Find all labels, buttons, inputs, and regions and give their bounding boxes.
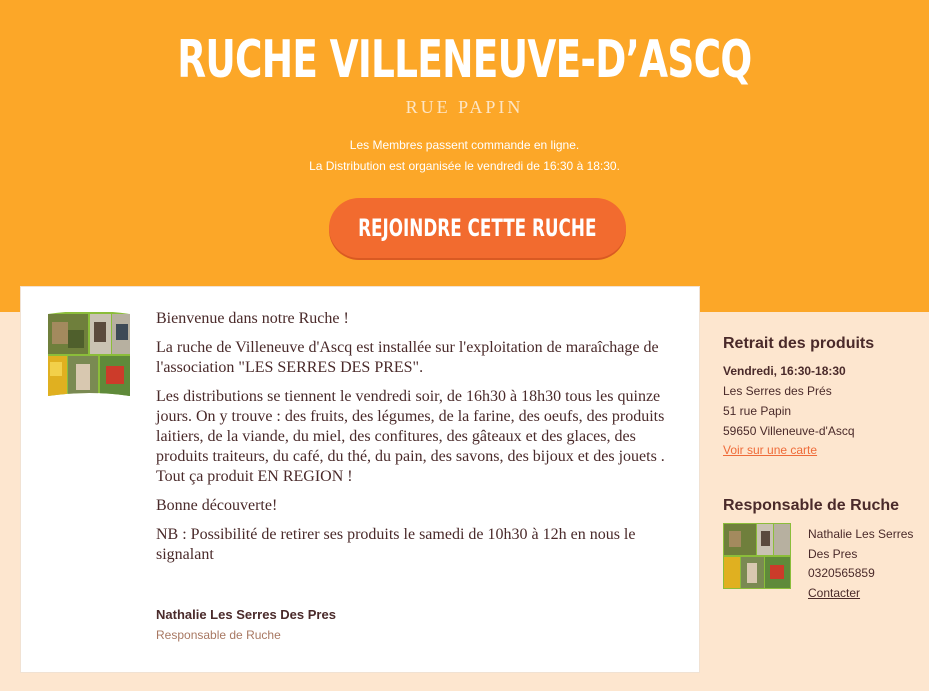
hive-title: RUCHE VILLENEUVE-D’ASCQ [177,30,752,90]
pickup-city: 59650 Villeneuve-d'Ascq [723,424,855,438]
manager-avatar [723,523,791,589]
pickup-street: 51 rue Papin [723,404,792,418]
pickup-schedule: Vendredi, 16:30-18:30 [723,364,846,378]
welcome-paragraph: Bonne découverte! [156,497,278,514]
hero-banner [0,0,929,312]
manager-heading: Responsable de Ruche [723,497,900,514]
order-info-text: Les Membres passent commande en ligne. [349,138,580,152]
author-name: Nathalie Les Serres Des Pres [156,607,336,622]
join-hive-label: REJOINDRE CETTE RUCHE [358,214,597,242]
welcome-paragraph: La ruche de Villeneuve d'Ascq est installée sur l'exploitation de maraîchage de l'association "LES SERRES DES PRES". [156,339,659,376]
farm-photo-collage-icon [44,312,134,398]
welcome-message [156,309,676,574]
manager-phone: 0320565859 [808,566,875,580]
pickup-heading: Retrait des produits [723,335,875,352]
welcome-card [20,286,700,673]
welcome-paragraph: Les distributions se tiennent le vendredi soir, de 16h30 à 18h30 tous les quinze jours. On y trouve : des fruits, des légumes, de la farine, des oeufs, des produits laitiers, de la viande, du miel, des confitures, des gâteaux et des glaces, des produits traiteurs, du café, du thé, du pain, des savons, des bijoux et des jouets . Tout ça produit EN REGION ! [156,388,665,485]
contact-link[interactable]: Contacter [808,586,861,600]
author-role: Responsable de Ruche [156,628,281,642]
distribution-info-text: La Distribution est organisée le vendredi de 16:30 à 18:30. [309,159,620,173]
hive-subtitle: RUE PAPIN [405,97,524,117]
manager-name: Nathalie Les Serres [808,527,914,541]
manager-name-cont: Des Pres [808,547,858,561]
welcome-paragraph: NB : Possibilité de retirer ses produits le samedi de 10h30 à 12h en nous le signalant [156,526,636,563]
welcome-paragraph: Bienvenue dans notre Ruche ! [156,310,349,327]
view-map-link[interactable]: Voir sur une carte [723,443,818,457]
join-hive-button[interactable] [329,198,626,258]
pickup-place: Les Serres des Prés [723,384,832,398]
